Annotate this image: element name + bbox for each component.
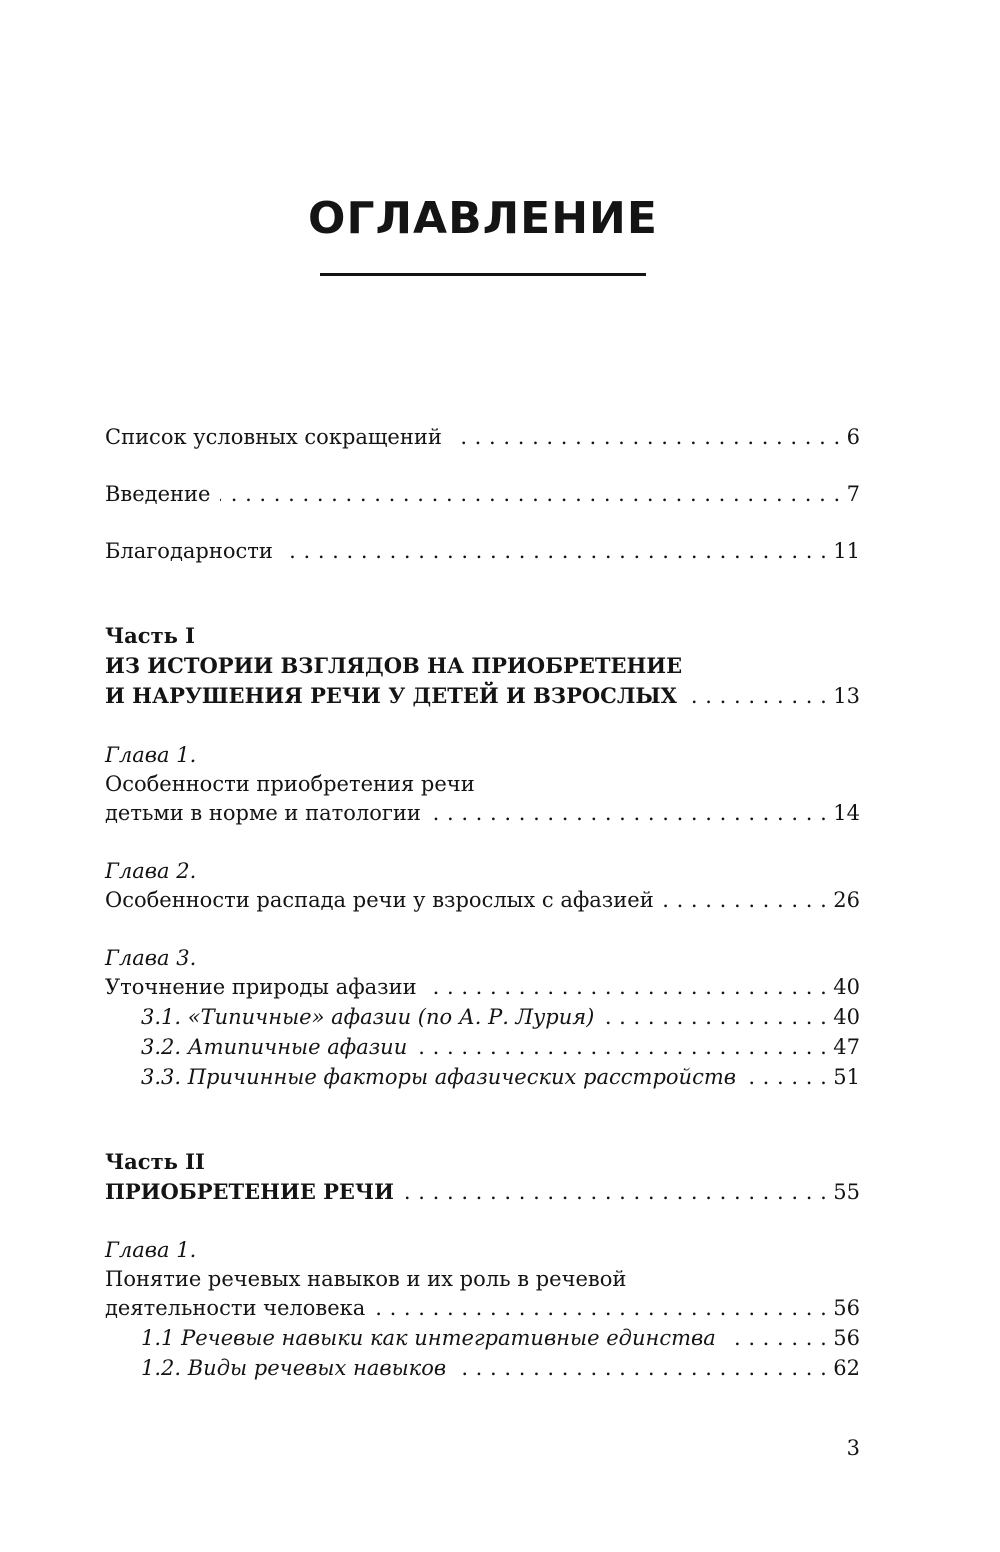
- toc-entry-label: Введение: [105, 482, 211, 506]
- dot-leader: [604, 1001, 827, 1033]
- section-title: 3.2. Атипичные афазии: [141, 1035, 408, 1059]
- chapter-label: Глава 3.: [105, 946, 197, 970]
- toc-page-number: 62: [833, 1356, 860, 1380]
- toc-page-number: 26: [833, 888, 860, 912]
- toc-entry-introduction[interactable]: [105, 478, 860, 510]
- toc-page-number: 55: [833, 1180, 860, 1204]
- chapter-title-line-1: Особенности приобретения речи: [105, 772, 475, 796]
- part-1-heading: Часть I: [105, 623, 195, 648]
- section-title: 3.3. Причинные факторы афазических расстройств: [141, 1065, 736, 1089]
- chapter-label: Глава 1.: [105, 743, 197, 767]
- toc-entry-part-1[interactable]: [105, 680, 860, 712]
- dot-leader: [404, 1176, 827, 1208]
- section-title: 1.2. Виды речевых навыков: [141, 1356, 447, 1380]
- dot-leader: [452, 421, 841, 453]
- page-number: 3: [846, 1436, 860, 1460]
- toc-page-number: 56: [833, 1296, 860, 1320]
- toc-page-number: 11: [833, 539, 860, 563]
- toc-entry-abbreviations[interactable]: [105, 421, 860, 453]
- toc-entry-label: Благодарности: [105, 539, 273, 563]
- toc-page-number: 47: [833, 1035, 860, 1059]
- toc-page-number: 7: [846, 482, 860, 506]
- toc-entry-part-2[interactable]: [105, 1176, 860, 1208]
- toc-entry-part-1-chapter-3[interactable]: [105, 971, 860, 1003]
- dot-leader: [427, 971, 828, 1003]
- toc-subentry-3-2[interactable]: [141, 1031, 860, 1063]
- dot-leader: [220, 478, 840, 510]
- chapter-title-line-2: детьми в норме и патологии: [105, 801, 421, 825]
- title-underline: [320, 273, 646, 276]
- chapter-label: Глава 1.: [105, 1238, 197, 1262]
- chapter-title: Уточнение природы афазии: [105, 975, 417, 999]
- dot-leader: [726, 1322, 828, 1354]
- page-title: ОГЛАВЛЕНИЕ: [308, 193, 658, 244]
- toc-subentry-1-1[interactable]: [141, 1322, 860, 1354]
- chapter-label: Глава 2.: [105, 859, 197, 883]
- toc-page-number: 14: [833, 801, 860, 825]
- toc-entry-part-1-chapter-2[interactable]: [105, 884, 860, 916]
- part-2-heading: Часть II: [105, 1149, 205, 1174]
- toc-page-number: 13: [833, 684, 860, 708]
- dot-leader: [456, 1352, 827, 1384]
- toc-subentry-3-3[interactable]: [141, 1061, 860, 1093]
- toc-entry-acknowledgements[interactable]: [105, 535, 860, 567]
- dot-leader: [283, 535, 827, 567]
- toc-entry-part-2-chapter-1[interactable]: [105, 1292, 860, 1324]
- toc-page-number: 40: [833, 1005, 860, 1029]
- chapter-title-line-1: Понятие речевых навыков и их роль в речевой: [105, 1267, 627, 1291]
- dot-leader: [746, 1061, 827, 1093]
- toc-entry-part-1-chapter-1[interactable]: [105, 797, 860, 829]
- part-1-title-line-1: ИЗ ИСТОРИИ ВЗГЛЯДОВ НА ПРИОБРЕТЕНИЕ: [105, 653, 683, 678]
- dot-leader: [375, 1292, 827, 1324]
- toc-page-number: 40: [833, 975, 860, 999]
- section-title: 1.1 Речевые навыки как интегративные единства: [141, 1326, 716, 1350]
- dot-leader: [431, 797, 827, 829]
- chapter-title-line-2: деятельности человека: [105, 1296, 366, 1320]
- toc-entry-label: Список условных сокращений: [105, 425, 442, 449]
- toc-page-number: 56: [833, 1326, 860, 1350]
- toc-subentry-1-2[interactable]: [141, 1352, 860, 1384]
- toc-page-number: 6: [846, 425, 860, 449]
- toc-subentry-3-1[interactable]: [141, 1001, 860, 1033]
- dot-leader: [417, 1031, 827, 1063]
- toc-page-number: 51: [833, 1065, 860, 1089]
- dot-leader: [687, 680, 827, 712]
- chapter-title: Особенности распада речи у взрослых с афазией: [105, 888, 654, 912]
- dot-leader: [664, 884, 828, 916]
- section-title: 3.1. «Типичные» афазии (по А. Р. Лурия): [141, 1005, 595, 1029]
- part-1-title-line-2: И НАРУШЕНИЯ РЕЧИ У ДЕТЕЙ И ВЗРОСЛЫХ: [105, 683, 677, 708]
- part-2-title: ПРИОБРЕТЕНИЕ РЕЧИ: [105, 1179, 394, 1204]
